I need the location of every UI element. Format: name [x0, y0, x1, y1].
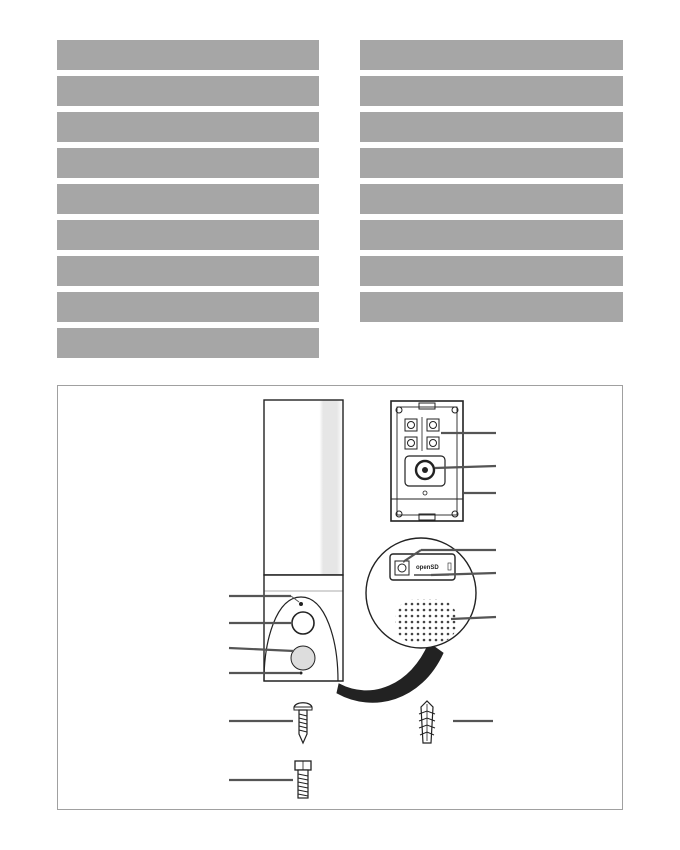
header-bar: [57, 112, 319, 142]
figure-canvas: [58, 386, 624, 811]
header-bar: [57, 148, 319, 178]
header-bar: [360, 76, 623, 106]
header-bar: [360, 292, 623, 322]
header-bar: [360, 256, 623, 286]
header-bar: [57, 76, 319, 106]
hex-bolt-icon: [295, 761, 311, 798]
mounting-plate-icon: [391, 401, 463, 521]
status-led-icon: [299, 602, 303, 606]
header-bar: [57, 220, 319, 250]
figure-panel: [57, 385, 623, 810]
header-bar: [57, 328, 319, 358]
header-bar: [360, 148, 623, 178]
motion-sensor-icon: [291, 646, 315, 670]
header-bar: [57, 40, 319, 70]
sd-card-slot-icon: [390, 554, 455, 580]
camera-light-unit-icon: [264, 400, 343, 681]
sd-card-label: openSD: [416, 565, 439, 571]
header-bar: [360, 40, 623, 70]
header-bar: [360, 184, 623, 214]
header-bar: [360, 220, 623, 250]
wood-screw-icon: [294, 703, 312, 743]
header-bar: [360, 112, 623, 142]
cable-icon: [337, 643, 443, 702]
header-bar: [57, 184, 319, 214]
header-bar: [57, 256, 319, 286]
header-bar: [57, 292, 319, 322]
camera-lens-icon: [292, 612, 314, 634]
wall-plug-icon: [419, 701, 435, 743]
